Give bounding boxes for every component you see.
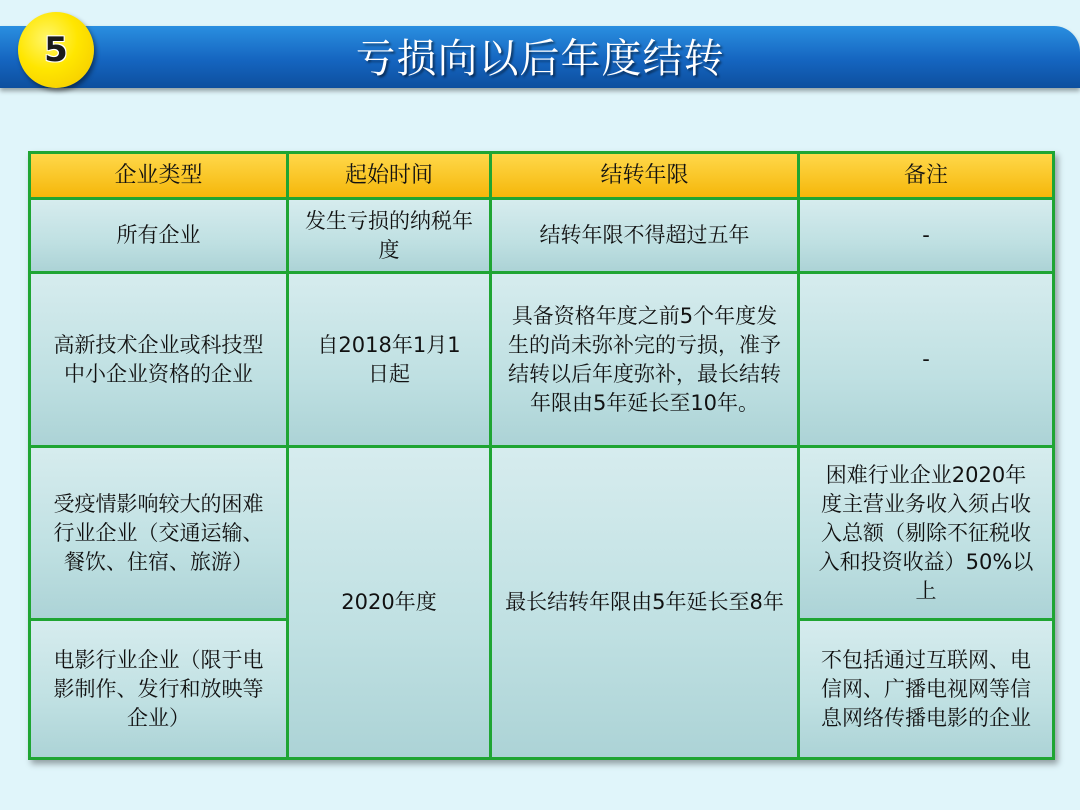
table-row-2-type: 高新技术企业或科技型中小企业资格的企业 [28,271,289,448]
table-row-2-period: 具备资格年度之前5个年度发生的尚未弥补完的亏损，准予结转以后年度弥补，最长结转年限由5年延长至10年。 [489,271,800,448]
table-merged-period: 最长结转年限由5年延长至8年 [489,445,800,760]
table-merged-start: 2020年度 [286,445,492,760]
table-row-1-period: 结转年限不得超过五年 [489,197,800,274]
table-row-3-note: 困难行业企业2020年度主营业务收入须占收入总额（剔除不征税收入和投资收益）50%以上 [797,445,1055,621]
table-row-2-start: 自2018年1月1日起 [286,271,492,448]
header-enterprise-type: 企业类型 [28,151,289,200]
slide-title: 亏损向以后年度结转 [355,36,725,82]
header-carryover-period: 结转年限 [489,151,800,200]
header-start-time: 起始时间 [286,151,492,200]
table-row-1-type: 所有企业 [28,197,289,274]
table-row-4-type: 电影行业企业（限于电影制作、发行和放映等企业） [28,618,289,760]
table-row-1-start: 发生亏损的纳税年度 [286,197,492,274]
header-remarks: 备注 [797,151,1055,200]
table-row-1-note: - [797,197,1055,274]
table-row-3-type: 受疫情影响较大的困难行业企业（交通运输、餐饮、住宿、旅游） [28,445,289,621]
table-row-4-note: 不包括通过互联网、电信网、广播电视网等信息网络传播电影的企业 [797,618,1055,760]
slide-number: 5 [44,30,68,70]
table-row-2-note: - [797,271,1055,448]
slide-number-badge [18,12,94,88]
